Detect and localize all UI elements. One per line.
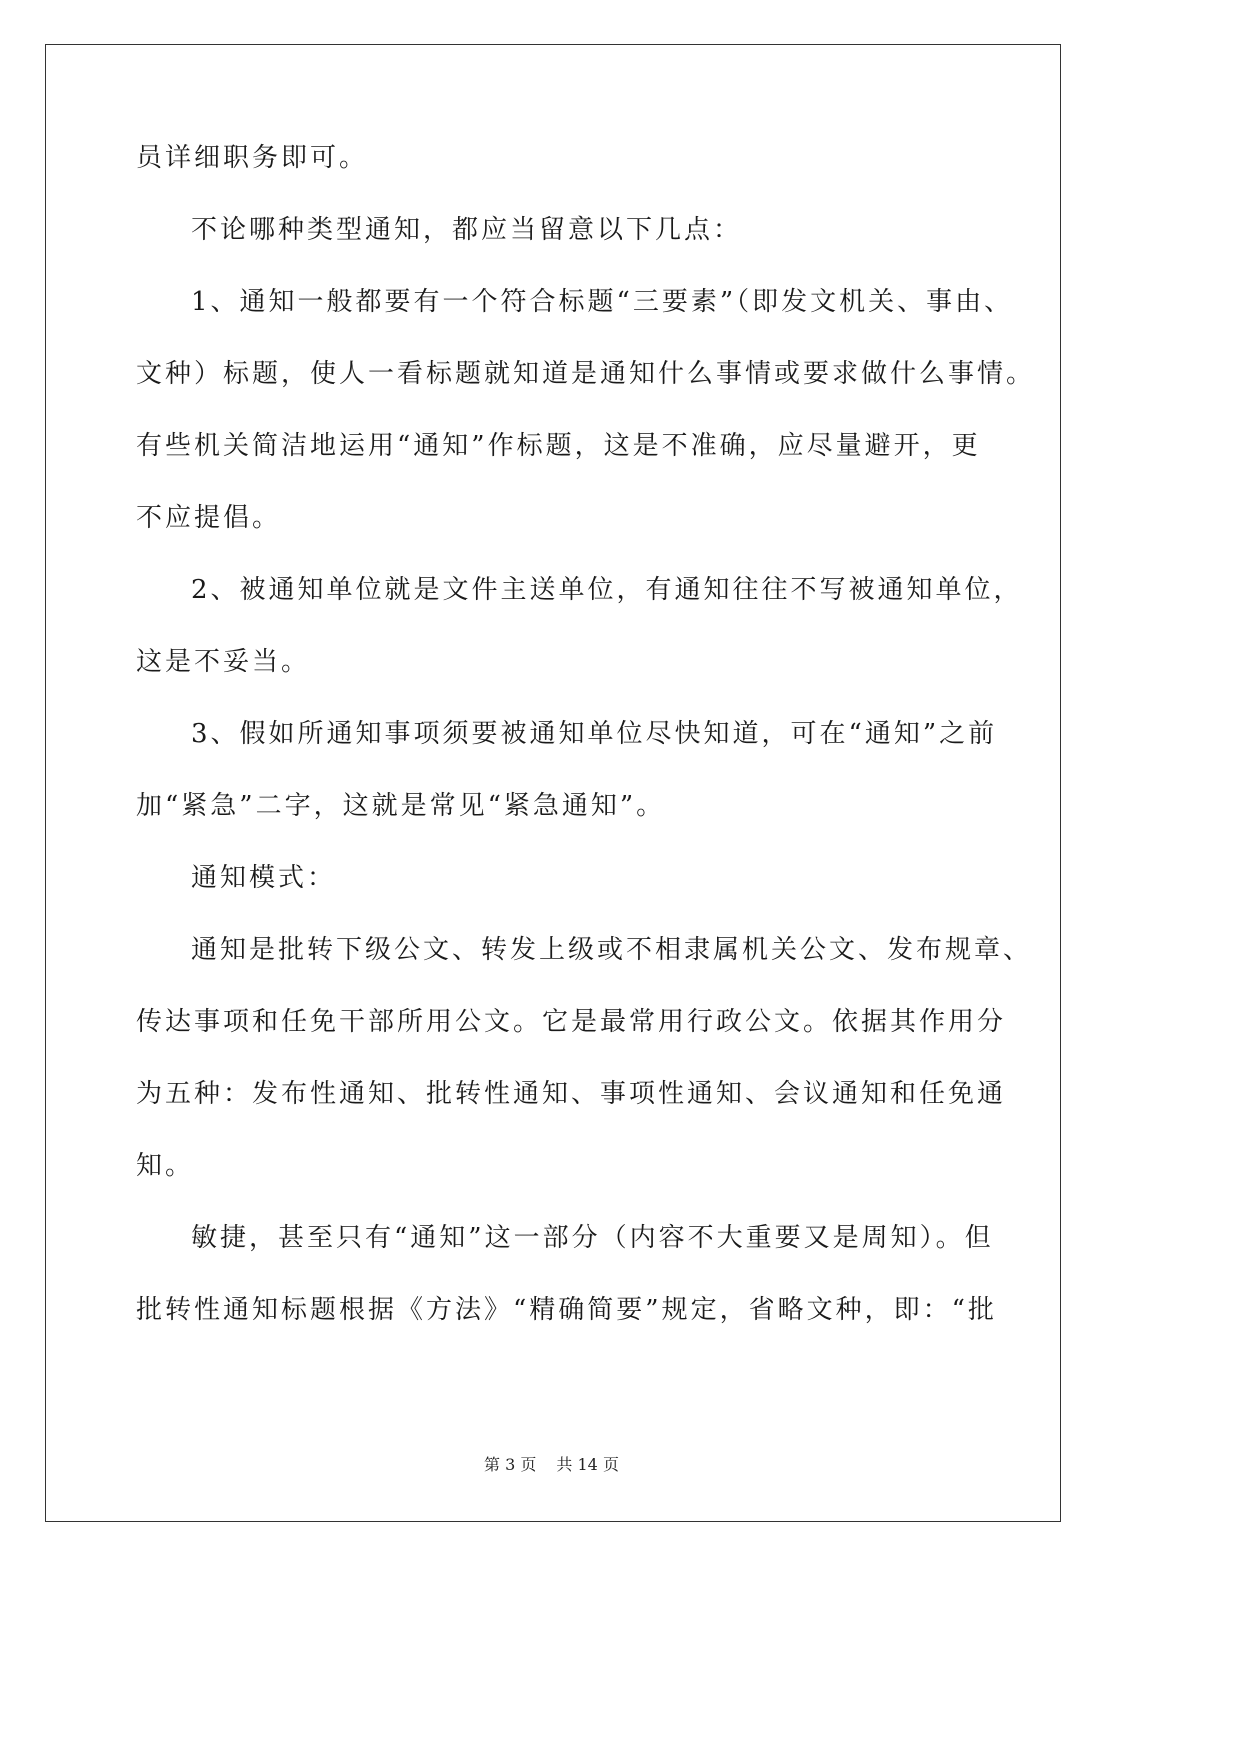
page-footer bbox=[0, 1454, 1103, 1476]
text-line: 2、被通知单位就是文件主送单位，有通知往往不写被通知单位， bbox=[191, 575, 1023, 605]
page-total: 共 14 页 bbox=[556, 1455, 619, 1474]
text-line: 为五种：发布性通知、批转性通知、事项性通知、会议通知和任免通 bbox=[136, 1079, 1007, 1109]
text-line: 知。 bbox=[136, 1151, 195, 1181]
page-number: 第 3 页 bbox=[484, 1455, 537, 1474]
text-line: 3、假如所通知事项须要被通知单位尽快知道，可在“通知”之前 bbox=[191, 719, 998, 749]
text-line: 通知是批转下级公文、转发上级或不相隶属机关公文、发布规章、 bbox=[191, 935, 1033, 965]
text-line: 文种）标题，使人一看标题就知道是通知什么事情或要求做什么事情。 bbox=[136, 359, 1036, 389]
text-line: 传达事项和任免干部所用公文。它是最常用行政公文。依据其作用分 bbox=[136, 1007, 1007, 1037]
text-line: 批转性通知标题根据《方法》“精确简要”规定，省略文种，即：“批 bbox=[136, 1295, 997, 1325]
text-line: 加“紧急”二字，这就是常见“紧急通知”。 bbox=[136, 791, 666, 821]
text-line: 有些机关简洁地运用“通知”作标题，这是不准确，应尽量避开，更 bbox=[136, 431, 981, 461]
text-line: 1、通知一般都要有一个符合标题“三要素”（即发文机关、事由、 bbox=[191, 287, 1014, 317]
text-line: 不论哪种类型通知，都应当留意以下几点： bbox=[191, 215, 743, 245]
text-line: 通知模式： bbox=[191, 863, 337, 893]
text-line: 敏捷，甚至只有“通知”这一部分（内容不大重要又是周知）。但 bbox=[191, 1223, 994, 1253]
text-line: 员详细职务即可。 bbox=[136, 143, 369, 173]
text-line: 这是不妥当。 bbox=[136, 647, 311, 677]
text-line: 不应提倡。 bbox=[136, 503, 282, 533]
